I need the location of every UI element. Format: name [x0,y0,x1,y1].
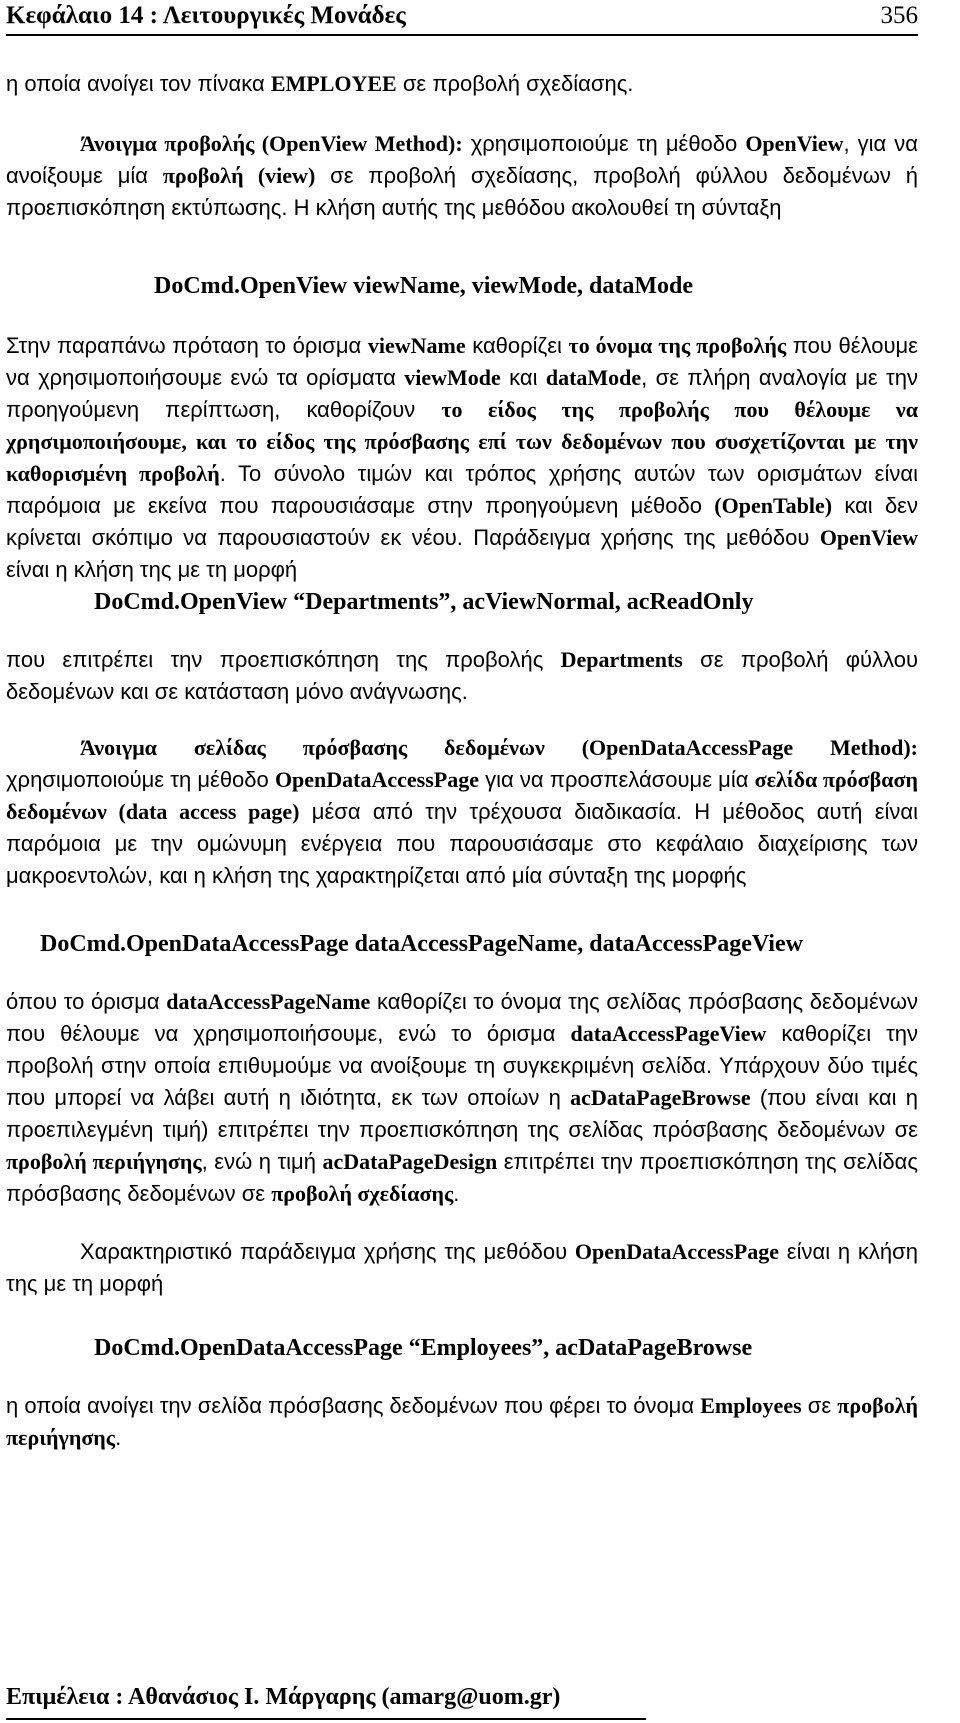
section-title-dataaccesspage: Άνοιγμα σελίδας πρόσβασης δεδομένων (OpenDataAccessPage Method): [80,735,918,760]
page-footer: Επιμέλεια : Αθανάσιος Ι. Μάργαρης (amarg@uom.gr) [6,1684,561,1710]
section-title-openview: Άνοιγμα προβολής (OpenView Method): [80,131,463,156]
paragraph-openview: Άνοιγμα προβολής (OpenView Method): χρησιμοποιούμε τη μέθοδο OpenView, για να ανοίξουμε μία προβολή (view) σε προβολή σχεδίασης, προβολή φύλλου δεδομένων ή προεπισκόπηση εκτύπωσης. Η κλήση αυτής της μεθόδου ακολουθεί τη σύνταξη [6,131,919,220]
paragraph-openview-explain: Στην παραπάνω πρόταση το όρισμα viewName καθορίζει το όνομα της προβολής που θέλουμε να χρησιμοποιήσουμε ενώ τα ορίσματα viewMode και dataMode, σε πλήρη αναλογία με την προηγούμενη περίπτωση, καθορίζουν το είδος της προβολής που θέλουμε να χρησιμοποιήσουμε, και το είδος της πρόσβασης επί των δεδομένων που συσχετίζονται με την καθορισμένη προβολή. Το σύνολο τιμών και τρόπος χρήσης αυτών των ορισμάτων είναι παρόμοια με εκείνα που παρουσιάσαμε στην προηγούμενη μέθοδο (OpenTable) και δεν κρίνεται σκόπιμο να παρουσιαστούν εκ νέου. Παράδειγμα χρήσης της μεθόδου OpenView είναι η κλήση της με τη μορφή [6,333,918,582]
page-header [6,0,918,36]
paragraph-final: η οποία ανοίγει την σελίδα πρόσβασης δεδομένων που φέρει το όνομα Employees σε προβολή περιήγησης. [6,1393,918,1450]
paragraph-dap-example-intro: Χαρακτηριστικό παράδειγμα χρήσης της μεθόδου OpenDataAccessPage είναι η κλήση της με τη μορφή [6,1239,918,1296]
footer-rule [6,1718,646,1720]
paragraph-intro: η οποία ανοίγει τον πίνακα EMPLOYEE σε προβολή σχεδίασης. [6,71,634,96]
code-dataaccesspage-syntax: DoCmd.OpenDataAccessPage dataAccessPageName, dataAccessPageView [40,931,803,957]
code-openview-example: DoCmd.OpenView “Departments”, acViewNormal, acReadOnly [94,589,754,615]
page-number: 356 [880,2,918,29]
paragraph-dataaccesspage: Άνοιγμα σελίδας πρόσβασης δεδομένων (OpenDataAccessPage Method): χρησιμοποιούμε τη μέθοδο OpenDataAccessPage για να προσπελάσουμε μία σελίδα πρόσβαση δεδομένων (data access page) μέσα από την τρέχουσα διαδικασία. Η μέθοδος αυτή είναι παρόμοια με την ομώνυμη ενέργεια που παρουσιάσαμε στο κεφάλαιο διαχείρισης των μακροεντολών, και η κλήση της χαρακτηρίζεται από μία σύνταξη της μορφής [6,735,918,888]
header-rule [6,34,918,36]
chapter-title: Κεφάλαιο 14 : Λειτουργικές Μονάδες [6,2,406,29]
code-openview-syntax: DoCmd.OpenView viewName, viewMode, dataMode [154,273,694,299]
paragraph-dataaccesspage-explain: όπου το όρισμα dataAccessPageName καθορίζει το όνομα της σελίδας πρόσβασης δεδομένων που θέλουμε να χρησιμοποιήσουμε, ενώ το όρισμα dataAccessPageView καθορίζει την προβολή στην οποία επιθυμούμε να ανοίξουμε τη συγκεκριμένη σελίδα. Υπάρχουν δύο τιμές που μπορεί να λάβει αυτή η ιδιότητα, εκ των οποίων η acDataPageBrowse (που είναι και η προεπιλεγμένη τιμή) επιτρέπει την προεπισκόπηση της σελίδας πρόσβασης δεδομένων σε προβολή περιήγησης, ενώ η τιμή acDataPageDesign επιτρέπει την προεπισκόπηση της σελίδας πρόσβασης δεδομένων σε προβολή σχεδίασης. [6,989,918,1206]
paragraph-example-note: που επιτρέπει την προεπισκόπηση της προβολής Departments σε προβολή φύλλου δεδομένων και σε κατάσταση μόνο ανάγνωσης. [6,647,918,704]
code-dataaccesspage-example: DoCmd.OpenDataAccessPage “Employees”, acDataPageBrowse [94,1335,753,1361]
